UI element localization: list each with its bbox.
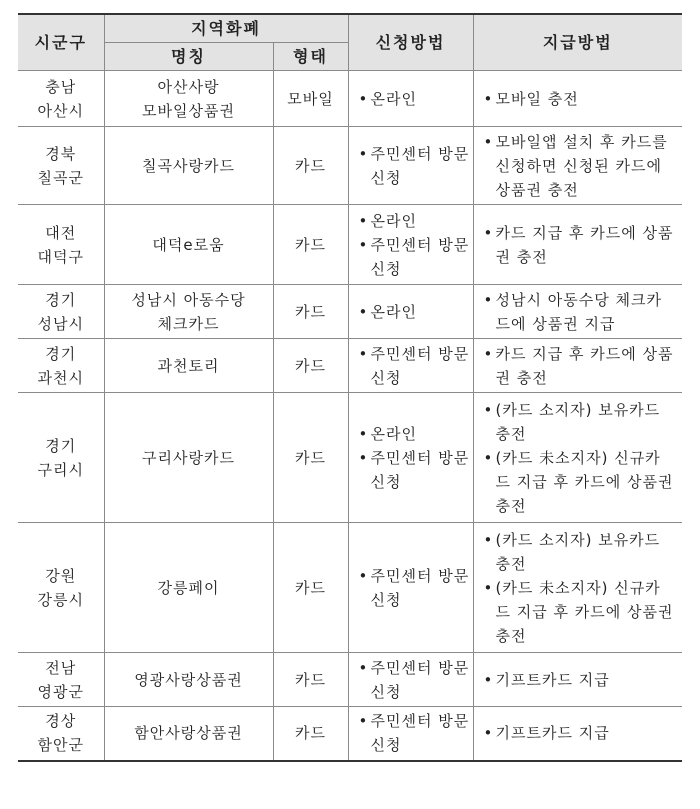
table-row [18,707,682,761]
payment-method-item: • (카드 소지자) 보유카드 충전 [484,398,677,446]
currency-type-cell: 카드 [273,707,348,761]
table-row [18,339,682,393]
table-row [18,285,682,339]
payment-method-cell [473,205,682,285]
payment-method-item: • 기프트카드 지급 [484,668,677,692]
region-cell: 대전 대덕구 [18,205,104,285]
apply-method-item: • 주민센터 방문신청 [359,142,473,190]
apply-method-item: • 주민센터 방문신청 [359,656,473,704]
currency-type-cell: 카드 [273,285,348,339]
payment-method-cell [473,707,682,761]
region-cell: 경기 구리시 [18,393,104,523]
currency-name-cell: 대덕e로움 [104,205,273,285]
region-cell: 전남 영광군 [18,653,104,707]
currency-type-cell: 모바일 [273,71,348,127]
apply-method-list [359,87,473,111]
header-type: 형태 [273,43,348,71]
currency-type-cell: 카드 [273,205,348,285]
currency-type-cell: 카드 [273,339,348,393]
apply-method-item: • 온라인 [359,422,473,446]
header-region: 시군구 [18,14,104,71]
payment-method-item: • 카드 지급 후 카드에 상품권 충전 [484,342,677,390]
payment-method-list [484,130,677,202]
apply-method-item: • 온라인 [359,87,473,111]
region-cell: 강원 강릉시 [18,523,104,653]
payment-method-list [484,221,677,269]
header-name: 명칭 [104,43,273,71]
apply-method-list [359,209,473,281]
apply-method-cell [348,393,473,523]
region-cell: 경기 과천시 [18,339,104,393]
apply-method-item: • 온라인 [359,209,473,233]
apply-method-list [359,142,473,190]
apply-method-cell [348,653,473,707]
payment-method-list [484,528,677,648]
payment-method-item: • 모바일 충전 [484,87,677,111]
payment-method-cell [473,523,682,653]
apply-method-cell [348,523,473,653]
currency-name-cell: 과천토리 [104,339,273,393]
header-currency: 지역화폐 [104,14,348,43]
payment-method-list [484,288,677,336]
table-row [18,71,682,127]
payment-method-item: • (카드 未소지자) 신규카드 지급 후 카드에 상품권 충전 [484,576,677,648]
payment-method-cell [473,127,682,205]
currency-type-cell: 카드 [273,653,348,707]
local-currency-table [18,13,682,762]
payment-method-cell [473,339,682,393]
payment-method-item: • 성남시 아동수당 체크카드에 상품권 지급 [484,288,677,336]
payment-method-cell [473,393,682,523]
payment-method-item: • (카드 未소지자) 신규카드 지급 후 카드에 상품권 충전 [484,446,677,518]
currency-name-cell: 함안사랑상품권 [104,707,273,761]
currency-name-cell: 성남시 아동수당 체크카드 [104,285,273,339]
apply-method-list [359,709,473,757]
region-cell: 경북 칠곡군 [18,127,104,205]
apply-method-list [359,656,473,704]
apply-method-cell [348,285,473,339]
payment-method-item: • 모바일앱 설치 후 카드를 신청하면 신청된 카드에 상품권 충전 [484,130,677,202]
apply-method-cell [348,205,473,285]
apply-method-item: • 온라인 [359,300,473,324]
payment-method-cell [473,285,682,339]
currency-name-cell: 영광사랑상품권 [104,653,273,707]
apply-method-item: • 주민센터 방문신청 [359,342,473,390]
header-apply: 신청방법 [348,14,473,71]
apply-method-item: • 주민센터 방문신청 [359,564,473,612]
region-cell: 경기 성남시 [18,285,104,339]
currency-name-cell: 구리사랑카드 [104,393,273,523]
currency-name-cell: 아산사랑 모바일상품권 [104,71,273,127]
apply-method-cell [348,127,473,205]
apply-method-item: • 주민센터 방문신청 [359,709,473,757]
table-row [18,393,682,523]
apply-method-item: • 주민센터 방문신청 [359,233,473,281]
currency-type-cell: 카드 [273,127,348,205]
currency-type-cell: 카드 [273,523,348,653]
header-pay: 지급방법 [473,14,682,71]
currency-name-cell: 칠곡사랑카드 [104,127,273,205]
region-cell: 충남 아산시 [18,71,104,127]
apply-method-list [359,342,473,390]
apply-method-cell [348,707,473,761]
apply-method-list [359,300,473,324]
apply-method-cell [348,339,473,393]
table-row [18,205,682,285]
currency-name-cell: 강릉페이 [104,523,273,653]
currency-table-container [18,13,682,762]
apply-method-cell [348,71,473,127]
payment-method-list [484,342,677,390]
payment-method-item: • (카드 소지자) 보유카드 충전 [484,528,677,576]
table-row [18,523,682,653]
currency-type-cell: 카드 [273,393,348,523]
payment-method-list [484,398,677,518]
payment-method-item: • 카드 지급 후 카드에 상품권 충전 [484,221,677,269]
payment-method-list [484,721,677,745]
table-body [18,71,682,761]
payment-method-cell [473,653,682,707]
apply-method-list [359,564,473,612]
payment-method-list [484,668,677,692]
payment-method-cell [473,71,682,127]
payment-method-list [484,87,677,111]
table-row [18,653,682,707]
region-cell: 경상 함안군 [18,707,104,761]
payment-method-item: • 기프트카드 지급 [484,721,677,745]
apply-method-item: • 주민센터 방문신청 [359,446,473,494]
apply-method-list [359,422,473,494]
table-row [18,127,682,205]
